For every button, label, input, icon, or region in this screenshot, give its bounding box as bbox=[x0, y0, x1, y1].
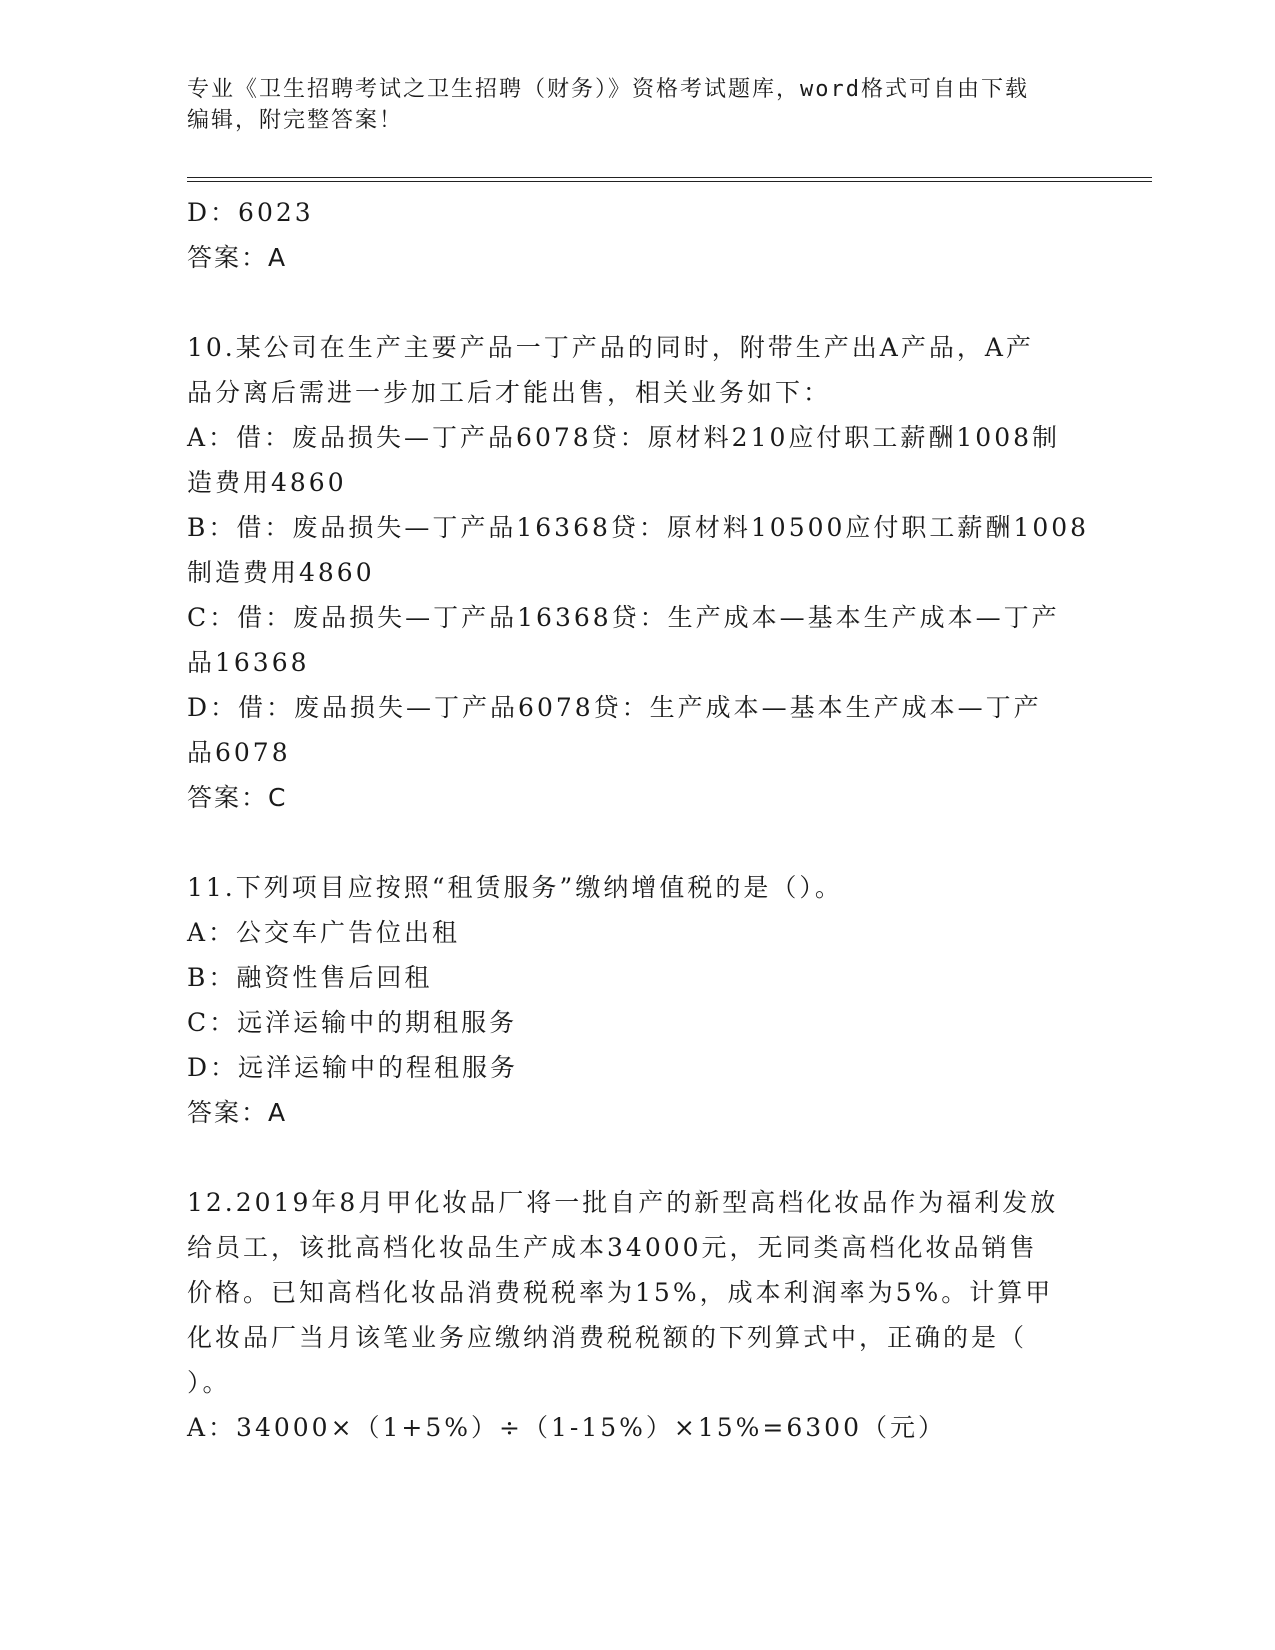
option-d: D：6023 bbox=[187, 198, 314, 227]
previous-question-tail bbox=[187, 190, 1087, 280]
answer-line: 答案：C bbox=[187, 783, 288, 812]
question-10 bbox=[187, 325, 1090, 820]
question-stem: 10.某公司在生产主要产品一丁产品的同时，附带生产出A产品，A产 bbox=[187, 333, 1034, 362]
option-a: 造费用4860 bbox=[187, 468, 347, 497]
option-b: B：融资性售后回租 bbox=[187, 963, 433, 992]
option-b: B：借：废品损失—丁产品16368贷：原材料10500应付职工薪酬1008 bbox=[187, 513, 1090, 542]
spacer bbox=[187, 280, 1087, 325]
header-line-1: 专业《卫生招聘考试之卫生招聘（财务）》资格考试题库，word格式可自由下载 bbox=[187, 77, 1029, 102]
answer-line: 答案：A bbox=[187, 1098, 288, 1127]
header-divider bbox=[187, 177, 1152, 182]
option-d: 品6078 bbox=[187, 738, 291, 767]
page-header bbox=[187, 74, 1047, 136]
header-line-2: 编辑，附完整答案！ bbox=[187, 108, 404, 133]
option-a: A：公交车广告位出租 bbox=[187, 918, 461, 947]
question-stem: 12.2019年8月甲化妆品厂将一批自产的新型高档化妆品作为福利发放 bbox=[187, 1188, 1059, 1217]
answer-line: 答案：A bbox=[187, 243, 288, 272]
option-c: C：借：废品损失—丁产品16368贷：生产成本—基本生产成本—丁产 bbox=[187, 603, 1060, 632]
question-content bbox=[187, 190, 1090, 1450]
question-12 bbox=[187, 1180, 1087, 1450]
spacer bbox=[187, 1135, 1087, 1180]
question-stem: ）。 bbox=[187, 1368, 231, 1397]
question-stem: 品分离后需进一步加工后才能出售，相关业务如下： bbox=[187, 378, 832, 407]
question-stem: 给员工，该批高档化妆品生产成本34000元，无同类高档化妆品销售 bbox=[187, 1233, 1038, 1262]
question-stem: 化妆品厂当月该笔业务应缴纳消费税税额的下列算式中，正确的是（ bbox=[187, 1323, 1028, 1352]
question-11 bbox=[187, 865, 1087, 1135]
option-a: A：34000×（1+5%）÷（1-15%）×15%=6300（元） bbox=[187, 1413, 946, 1442]
question-stem: 11.下列项目应按照“租赁服务”缴纳增值税的是（）。 bbox=[187, 873, 843, 902]
question-stem: 价格。已知高档化妆品消费税税率为15%，成本利润率为5%。计算甲 bbox=[187, 1278, 1054, 1307]
option-d: D：借：废品损失—丁产品6078贷：生产成本—基本生产成本—丁产 bbox=[187, 693, 1042, 722]
spacer bbox=[187, 820, 1087, 865]
document-page bbox=[187, 0, 1152, 1650]
option-a: A：借：废品损失—丁产品6078贷：原材料210应付职工薪酬1008制 bbox=[187, 423, 1061, 452]
option-d: D：远洋运输中的程租服务 bbox=[187, 1053, 519, 1082]
option-c: 品16368 bbox=[187, 648, 310, 677]
option-b: 制造费用4860 bbox=[187, 558, 375, 587]
option-c: C：远洋运输中的期租服务 bbox=[187, 1008, 518, 1037]
